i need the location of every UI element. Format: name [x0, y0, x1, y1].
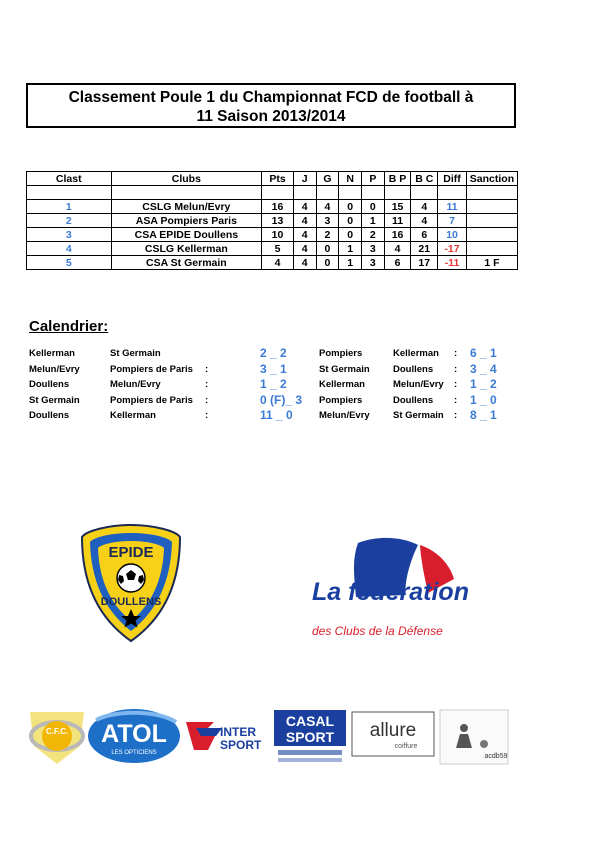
title-line-2: 11 Saison 2013/2014 [196, 108, 346, 125]
logo-text-intersport-top: INTER [220, 725, 256, 739]
won: 3 [316, 214, 339, 228]
team-home: Melun/Evry [319, 410, 370, 421]
match-score: 6 _ 1 [470, 346, 497, 360]
sanction: 1 F [466, 256, 517, 270]
logo-text-intersport-bottom: SPORT [220, 738, 262, 752]
team-home: Kellerman [29, 348, 75, 359]
logo-text-epide: EPIDE [108, 544, 154, 561]
match-score: 1 _ 2 [260, 377, 287, 391]
logo-text-cfc: C.F.C. [45, 727, 69, 736]
goals-for: 4 [384, 242, 411, 256]
team-home: St Germain [319, 363, 370, 375]
lost: 2 [361, 228, 384, 242]
played: 4 [293, 242, 316, 256]
logo-text-casal: CASAL [285, 713, 335, 729]
table-row [27, 256, 518, 270]
separator: : [454, 348, 458, 359]
calendar-title: Calendrier: [29, 318, 109, 335]
goals-for: 11 [384, 214, 411, 228]
table-header-row [27, 172, 518, 186]
goal-diff: -11 [438, 256, 467, 270]
header-clubs: Clubs [111, 172, 262, 186]
team-away: Melun/Evry [110, 379, 161, 390]
match-score: 3 _ 4 [470, 361, 497, 376]
rank: 4 [27, 242, 112, 256]
table-row [27, 200, 518, 214]
match-score: 0 (F)_ 3 [260, 392, 303, 407]
sanction [466, 200, 517, 214]
separator: : [205, 379, 209, 390]
drawn: 0 [339, 200, 362, 214]
logo-text-federation-main: La fédération [312, 578, 469, 606]
logo-text-atol-sub: LES OPTICIENS [111, 750, 157, 756]
team-away: Doullens [393, 394, 434, 406]
header-pts: Pts [262, 172, 294, 186]
rank: 2 [27, 214, 112, 228]
calendar-row [29, 410, 509, 426]
club-name: CSA St Germain [111, 256, 262, 270]
drawn: 0 [339, 228, 362, 242]
club-name: CSA EPIDE Doullens [111, 228, 262, 242]
goal-diff: 11 [438, 200, 467, 214]
team-away: Kellerman [393, 348, 439, 359]
table-spacer-row [27, 186, 518, 200]
separator: : [454, 410, 458, 421]
rank: 5 [27, 256, 112, 270]
intersport-logo [186, 722, 262, 752]
separator: : [205, 363, 209, 375]
won: 2 [316, 228, 339, 242]
logo-text-allure: allure [369, 720, 417, 741]
sanction [466, 242, 517, 256]
atol-logo [88, 709, 180, 763]
match-score: 1 _ 2 [470, 377, 497, 391]
table-row [27, 242, 518, 256]
sponsor-logos [26, 706, 514, 768]
team-home: Melun/Evry [29, 363, 80, 375]
logo-text-doullens: DOULLENS [100, 596, 162, 608]
points: 5 [262, 242, 294, 256]
match-score: 2 _ 2 [260, 346, 287, 360]
goals-for: 15 [384, 200, 411, 214]
goals-against: 4 [411, 214, 438, 228]
sanction [466, 228, 517, 242]
team-away: Pompiers de Paris [110, 394, 193, 406]
match-score: 3 _ 1 [260, 361, 287, 376]
goals-against: 17 [411, 256, 438, 270]
header-g: G [316, 172, 339, 186]
played: 4 [293, 214, 316, 228]
won: 0 [316, 256, 339, 270]
logo-text-acdb59: acdb59 [484, 753, 508, 760]
team-away: Kellerman [110, 410, 156, 421]
points: 10 [262, 228, 294, 242]
team-home: Pompiers [319, 394, 363, 406]
lost: 3 [361, 242, 384, 256]
won: 4 [316, 200, 339, 214]
lost: 3 [361, 256, 384, 270]
goal-diff: 7 [438, 214, 467, 228]
played: 4 [293, 228, 316, 242]
separator: : [454, 363, 458, 375]
header-j: J [293, 172, 316, 186]
header-diff: Diff [438, 172, 467, 186]
page-title [26, 83, 516, 128]
points: 13 [262, 214, 294, 228]
club-name: ASA Pompiers Paris [111, 214, 262, 228]
header-sanction: Sanction [466, 172, 517, 186]
lost: 0 [361, 200, 384, 214]
team-home: St Germain [29, 394, 80, 406]
header-bc: B C [411, 172, 438, 186]
rank: 3 [27, 228, 112, 242]
table-row [27, 228, 518, 242]
table-row [27, 214, 518, 228]
goals-against: 4 [411, 200, 438, 214]
drawn: 1 [339, 242, 362, 256]
logo-text-casal-sport: SPORT [285, 729, 335, 745]
allure-coiffure-logo [352, 712, 434, 756]
won: 0 [316, 242, 339, 256]
team-home: Pompiers [319, 348, 363, 359]
header-bp: B P [384, 172, 411, 186]
logo-text-atol: ATOL [101, 720, 167, 748]
logo-text-federation-sub: des Clubs de la Défense [312, 624, 443, 638]
separator: : [454, 379, 458, 390]
goal-diff: 10 [438, 228, 467, 242]
separator: : [454, 394, 458, 406]
team-away: Melun/Evry [393, 379, 444, 390]
header-n: N [339, 172, 362, 186]
drawn: 0 [339, 214, 362, 228]
team-away: Doullens [393, 363, 434, 375]
goals-against: 6 [411, 228, 438, 242]
cfc-logo [30, 712, 84, 764]
team-away: St Germain [110, 348, 161, 359]
standings-table [26, 171, 518, 270]
sanction [466, 214, 517, 228]
separator: : [205, 410, 209, 421]
goals-against: 21 [411, 242, 438, 256]
team-home: Doullens [29, 410, 70, 421]
epide-doullens-logo [78, 523, 184, 643]
match-score: 11 _ 0 [260, 408, 293, 422]
header-clast: Clast [27, 172, 112, 186]
goals-for: 16 [384, 228, 411, 242]
calendar [29, 348, 509, 426]
club-name: CSLG Melun/Evry [111, 200, 262, 214]
match-score: 1 _ 0 [470, 392, 497, 407]
logo-text-federation [312, 578, 469, 606]
team-away: St Germain [393, 410, 444, 421]
acdb59-logo [440, 710, 508, 764]
logo-text-coiffure: coiffure [394, 743, 418, 750]
team-home: Doullens [29, 379, 70, 390]
played: 4 [293, 256, 316, 270]
rank: 1 [27, 200, 112, 214]
title-line-1: Classement Poule 1 du Championnat FCD de football à [68, 89, 474, 106]
separator: : [205, 394, 209, 406]
team-home: Kellerman [319, 379, 365, 390]
played: 4 [293, 200, 316, 214]
federation-clubs-defense-logo [308, 535, 488, 650]
casal-sport-logo [274, 710, 346, 762]
lost: 1 [361, 214, 384, 228]
points: 4 [262, 256, 294, 270]
drawn: 1 [339, 256, 362, 270]
goals-for: 6 [384, 256, 411, 270]
points: 16 [262, 200, 294, 214]
team-away: Pompiers de Paris [110, 363, 193, 375]
match-score: 8 _ 1 [470, 408, 497, 422]
header-p: P [361, 172, 384, 186]
goal-diff: -17 [438, 242, 467, 256]
club-name: CSLG Kellerman [111, 242, 262, 256]
